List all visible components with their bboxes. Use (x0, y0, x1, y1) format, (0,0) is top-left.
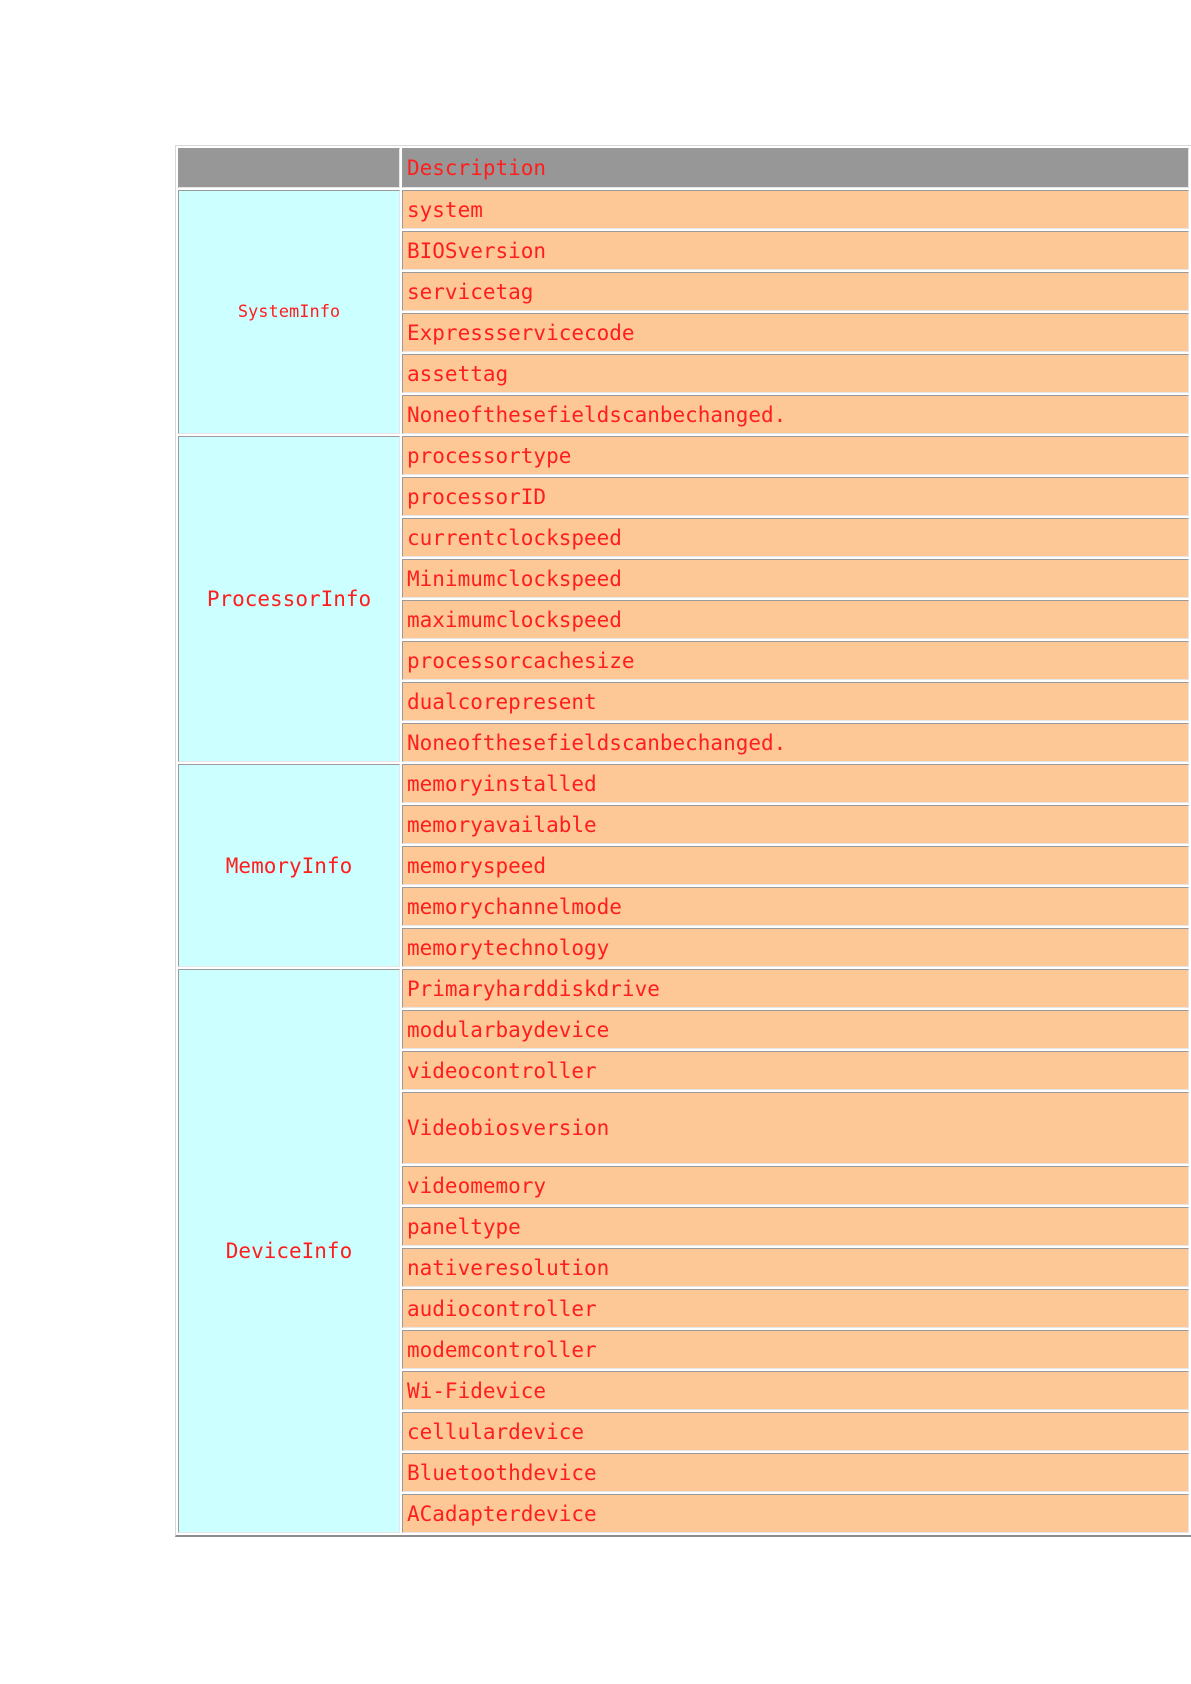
description-cell: Expressservicecode (402, 313, 1189, 352)
description-cell: Bluetoothdevice (402, 1453, 1189, 1492)
description-cell: memorytechnology (402, 928, 1189, 967)
description-cell: cellulardevice (402, 1412, 1189, 1451)
description-cell: Primaryharddiskdrive (402, 969, 1189, 1008)
table-row (178, 969, 1189, 1008)
description-cell: Videobiosversion (402, 1092, 1189, 1164)
description-cell: paneltype (402, 1207, 1189, 1246)
category-cell-processorinfo: ProcessorInfo (178, 436, 400, 762)
category-cell-systeminfo: SystemInfo (178, 190, 400, 434)
description-cell: currentclockspeed (402, 518, 1189, 557)
description-cell: memorychannelmode (402, 887, 1189, 926)
description-cell: dualcorepresent (402, 682, 1189, 721)
description-cell: modemcontroller (402, 1330, 1189, 1369)
header-category-cell (178, 148, 400, 188)
description-cell: BIOSversion (402, 231, 1189, 270)
description-cell: servicetag (402, 272, 1189, 311)
description-cell: memoryavailable (402, 805, 1189, 844)
table-header-row (178, 148, 1189, 188)
category-cell-memoryinfo: MemoryInfo (178, 764, 400, 967)
description-cell: processortype (402, 436, 1189, 475)
table-row (178, 190, 1189, 229)
table-row (178, 436, 1189, 475)
header-description-cell: Description (402, 148, 1189, 188)
description-cell: Wi-Fidevice (402, 1371, 1189, 1410)
description-cell: ACadapterdevice (402, 1494, 1189, 1533)
description-cell: Minimumclockspeed (402, 559, 1189, 598)
description-cell: processorcachesize (402, 641, 1189, 680)
description-cell: nativeresolution (402, 1248, 1189, 1287)
table-body (178, 148, 1189, 1533)
description-cell: modularbaydevice (402, 1010, 1189, 1049)
description-cell: videomemory (402, 1166, 1189, 1205)
description-cell: memoryinstalled (402, 764, 1189, 803)
table-row (178, 764, 1189, 803)
description-cell: processorID (402, 477, 1189, 516)
description-cell: Noneofthesefieldscanbechanged. (402, 395, 1189, 434)
description-cell: system (402, 190, 1189, 229)
description-cell: memoryspeed (402, 846, 1189, 885)
description-cell: maximumclockspeed (402, 600, 1189, 639)
category-cell-deviceinfo: DeviceInfo (178, 969, 400, 1533)
description-cell: audiocontroller (402, 1289, 1189, 1328)
description-cell: Noneofthesefieldscanbechanged. (402, 723, 1189, 762)
description-cell: videocontroller (402, 1051, 1189, 1090)
description-cell: assettag (402, 354, 1189, 393)
system-info-table (175, 145, 1191, 1537)
